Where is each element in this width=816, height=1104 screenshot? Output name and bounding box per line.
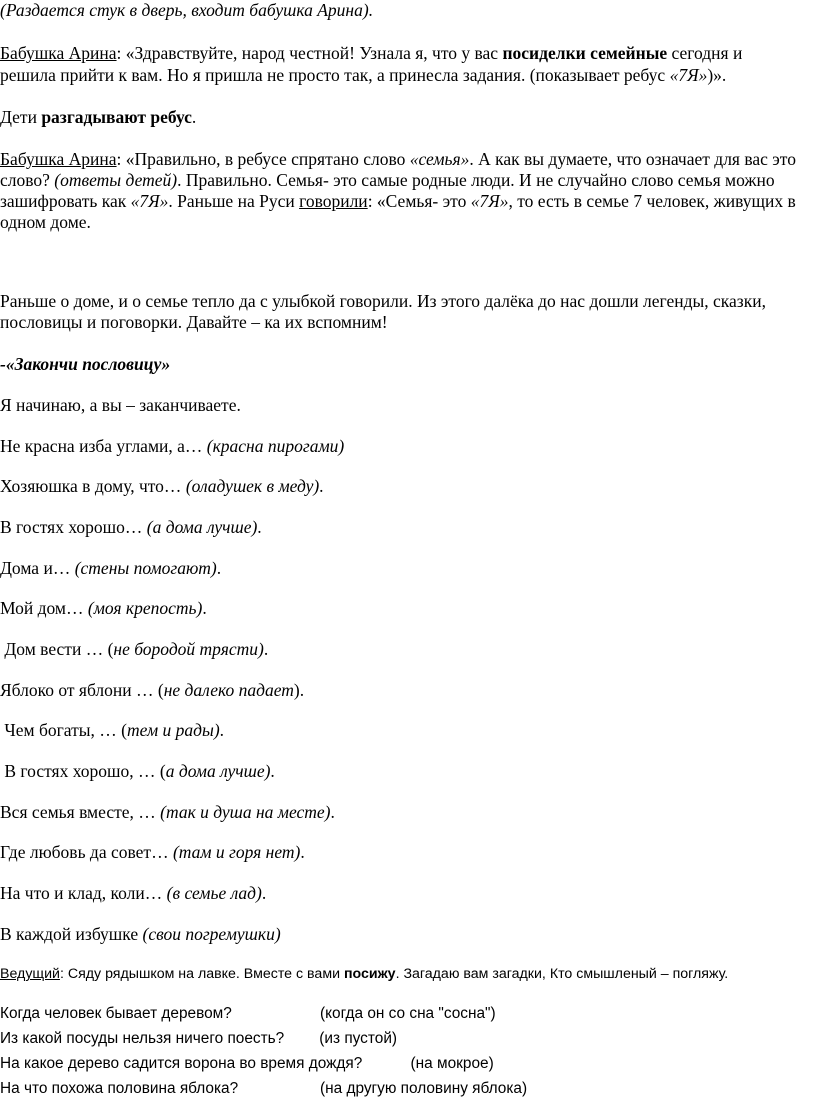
proverb-answer: тем и рады) — [126, 720, 220, 740]
italic-text: «7Я» — [130, 191, 169, 211]
italic-text: (ответы детей) — [54, 170, 178, 190]
text: ( — [107, 639, 114, 659]
riddle-line — [0, 1005, 812, 1023]
text: ( — [157, 680, 164, 700]
text: . Правильно. Семья- это самые родные люди. И не случайно слово семья можно — [177, 170, 775, 190]
riddle-question: Из какой посуды нельзя ничего поесть? — [0, 1030, 285, 1047]
proverb-start: В гостях хорошо, … — [4, 761, 160, 781]
proverb-start: Яблоко от яблони … — [0, 680, 158, 700]
proverb-start: В гостях хорошо… — [0, 517, 147, 537]
proverb-line — [0, 883, 812, 904]
paragraph-arina-family-line-3 — [0, 191, 812, 212]
proverb-line — [0, 761, 812, 782]
proverb-start: В каждой избушке — [0, 924, 143, 944]
text: . — [300, 842, 305, 862]
proverb-line — [0, 558, 812, 579]
text: : Сяду рядышком на лавке. Вместе с вами — [59, 966, 344, 982]
proverb-answer: (так и душа на месте) — [160, 802, 331, 822]
text: . — [216, 558, 222, 578]
proverb-answer: (свои погремушки) — [142, 924, 281, 944]
proverb-line — [0, 598, 812, 619]
italic-text: «семья» — [409, 149, 470, 169]
text: ( — [121, 720, 127, 740]
text: . — [219, 720, 225, 740]
proverb-line — [0, 842, 812, 863]
proverb-line — [0, 720, 812, 741]
proverb-line — [0, 802, 812, 823]
bold-text: посижу — [343, 966, 396, 982]
game-title: -«Закончи пословицу» — [0, 354, 171, 374]
speaker-name: Бабушка Арина — [0, 149, 117, 169]
text: . — [191, 107, 197, 127]
proverb-start: Вся семья вместе, … — [0, 802, 161, 822]
proverb-start: На что и клад, коли… — [0, 883, 167, 903]
paragraph-arina-family-line-1 — [0, 149, 812, 170]
riddle-question: На что похожа половина яблока? — [0, 1080, 239, 1097]
text: . Раньше на Руси — [168, 191, 300, 211]
speaker-name: Ведущий — [0, 966, 60, 982]
text: . — [202, 598, 207, 618]
riddle-line — [0, 1030, 812, 1048]
proverb-start: Хозяюшка в дому, что… — [0, 476, 186, 496]
text: . А как вы думаете, что означает для вас это — [469, 149, 796, 169]
game-intro: Я начинаю, а вы – заканчиваете. — [0, 395, 241, 415]
paragraph-arina-greeting-line-1 — [0, 43, 812, 64]
proverb-start: Чем богаты, … — [4, 720, 122, 740]
proverb-line — [0, 924, 812, 945]
paragraph-arina-greeting-line-2 — [0, 65, 812, 86]
proverb-line — [0, 517, 812, 538]
proverb-answer: (красна пирогами) — [206, 436, 345, 456]
proverb-answer: (оладушек в меду) — [185, 476, 320, 496]
text: : «Правильно, в ребусе спрятано слово — [116, 149, 410, 169]
text: . — [330, 802, 335, 822]
proverb-line — [0, 639, 812, 660]
riddle-question: Когда человек бывает деревом? — [0, 1005, 232, 1022]
proverb-line — [0, 476, 812, 497]
proverb-answer: (стены помогают) — [74, 558, 217, 578]
riddle-line — [0, 1055, 812, 1073]
proverb-start: Дом вести … — [4, 639, 108, 659]
italic-text: «7Я» — [470, 191, 509, 211]
proverb-answer: а дома лучше) — [165, 761, 271, 781]
riddle-answer: (когда он со сна "сосна") — [320, 1005, 496, 1022]
paragraph-arina-family-line-2 — [0, 170, 812, 191]
riddle-question: На какое дерево садится ворона во время дождя? — [0, 1055, 363, 1072]
proverb-answer: (моя крепость) — [87, 598, 203, 618]
proverb-answer: не бородой трясти) — [113, 639, 264, 659]
riddle-line — [0, 1080, 812, 1098]
text: . — [261, 883, 267, 903]
paragraph-children-solve — [0, 107, 812, 128]
text: . — [263, 639, 269, 659]
italic-text: «7Я» — [669, 65, 708, 85]
text: : «Здравствуйте, народ честной! Узнала я, что у вас — [116, 43, 503, 63]
riddle-answer: (на другую половину яблока) — [320, 1080, 528, 1097]
text: ( — [159, 761, 166, 781]
proverb-line — [0, 436, 812, 457]
proverb-start: Дома и… — [0, 558, 75, 578]
riddle-answer: (на мокрое) — [402, 1055, 494, 1072]
proverb-answer: (в семье лад) — [166, 883, 262, 903]
bold-text: посиделки семейные — [502, 43, 668, 63]
proverb-answer: не далеко падает — [163, 680, 294, 700]
text: : «Семья- это — [367, 191, 471, 211]
proverb-start: Где любовь да совет… — [0, 842, 173, 862]
speaker-name: Бабушка Арина — [0, 43, 117, 63]
text: ). — [293, 680, 305, 700]
underlined-text: говорили — [299, 191, 368, 211]
proverb-line — [0, 680, 812, 701]
text: решила прийти к вам. Но я пришла не просто так, а принесла задания. (показывает ребус — [0, 65, 670, 85]
proverb-start: Не красна изба углами, а… — [0, 436, 207, 456]
proverb-answer: (а дома лучше) — [146, 517, 258, 537]
text: слово? — [0, 170, 55, 190]
bold-text: разгадывают ребус — [41, 107, 192, 127]
text: , то есть в семье 7 человек, живущих в — [508, 191, 796, 211]
proverb-answer: (там и горя нет) — [172, 842, 301, 862]
text: зашифровать как — [0, 191, 131, 211]
text: . — [257, 517, 262, 537]
riddle-answer: (из пустой) — [315, 1030, 398, 1047]
text: . — [319, 476, 324, 496]
text: )». — [707, 65, 727, 85]
intro-stage-direction: (Раздается стук в дверь, входит бабушка Арина). — [0, 0, 374, 20]
text: сегодня и — [667, 43, 743, 63]
paragraph-tradition-line-2: пословицы и поговорки. Давайте – ка их вспомним! — [0, 312, 388, 332]
paragraph-arina-family-line-4: одном доме. — [0, 212, 91, 232]
text: . — [270, 761, 275, 781]
text: Дети — [0, 107, 42, 127]
text: . Загадаю вам загадки, Кто смышленый – погляжу. — [395, 966, 729, 982]
host-line — [0, 965, 812, 983]
proverb-start: Мой дом… — [0, 598, 88, 618]
paragraph-tradition-line-1: Раньше о доме, и о семье тепло да с улыбкой говорили. Из этого далёка до нас дошли легенды, сказки, — [0, 291, 766, 311]
